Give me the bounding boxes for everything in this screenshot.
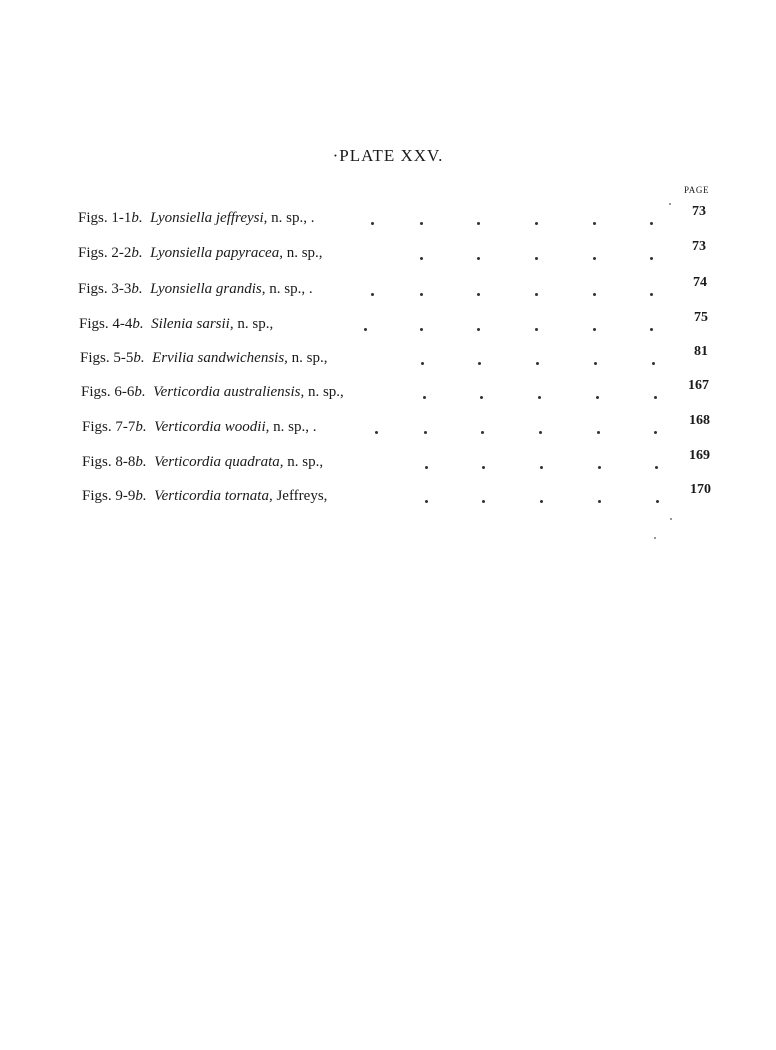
- species-name: Verticordia australiensis: [153, 384, 301, 400]
- figure-range-suffix: b.: [133, 350, 145, 366]
- species-name: Lyonsiella grandis: [150, 281, 262, 297]
- leader-dot: [539, 431, 542, 434]
- leader-dot: [535, 257, 538, 260]
- species-authority: , n. sp.,: [284, 350, 328, 366]
- figure-range-suffix: b.: [131, 245, 143, 261]
- leader-dot: [478, 362, 481, 365]
- leader-dot: [420, 222, 423, 225]
- figure-range-suffix: b.: [134, 384, 146, 400]
- species-name: Verticordia quadrata: [154, 454, 280, 470]
- leader-dot: [423, 396, 426, 399]
- species-name: Silenia sarsii: [151, 316, 230, 332]
- page-number: 169: [689, 448, 710, 463]
- species-name: Lyonsiella jeffreysi: [150, 210, 264, 226]
- page-number: 74: [693, 275, 707, 290]
- figure-range-suffix: b.: [135, 419, 147, 435]
- leader-dot: [425, 466, 428, 469]
- species-name: Lyonsiella papyracea: [150, 245, 280, 261]
- leader-dot: [650, 222, 653, 225]
- page-number: 73: [692, 204, 706, 219]
- leader-dot: [535, 293, 538, 296]
- figure-range-suffix: b.: [131, 210, 143, 226]
- page-number: 73: [692, 239, 706, 254]
- leader-dot: [593, 293, 596, 296]
- leader-dot: [593, 328, 596, 331]
- leader-dot: [477, 293, 480, 296]
- page-number: 81: [694, 344, 708, 359]
- leader-dot: [536, 362, 539, 365]
- plate-entry-row: [78, 210, 315, 234]
- leader-dot: [424, 431, 427, 434]
- leader-dot: [598, 500, 601, 503]
- leader-dot: [482, 500, 485, 503]
- figure-range: Figs. 5-5: [80, 350, 134, 366]
- plate-entry-row: [82, 488, 327, 512]
- plate-title: ·PLATE XXV.: [332, 146, 444, 165]
- species-name: Verticordia woodii: [154, 419, 266, 435]
- leader-dot: [652, 362, 655, 365]
- figure-range-suffix: b.: [132, 316, 144, 332]
- leader-dot: [371, 222, 374, 225]
- leader-dot: [420, 257, 423, 260]
- leader-dot: [371, 293, 374, 296]
- figure-range-suffix: b.: [135, 488, 147, 504]
- species-authority: , n. sp.,: [279, 245, 323, 261]
- leader-dot: [650, 257, 653, 260]
- figure-range: Figs. 8-8: [82, 454, 136, 470]
- species-name: Ervilia sandwichensis: [152, 350, 285, 366]
- plate-entry-row: [78, 281, 313, 305]
- species-name: Verticordia tornata: [154, 488, 269, 504]
- leader-dot: [477, 222, 480, 225]
- species-authority: , n. sp., .: [261, 281, 313, 297]
- leader-dot: [593, 257, 596, 260]
- leader-dot: [596, 396, 599, 399]
- leader-dot: [535, 222, 538, 225]
- leader-dot: [594, 362, 597, 365]
- leader-dot: [425, 500, 428, 503]
- figure-range: Figs. 1-1: [78, 210, 132, 226]
- leader-dot: [535, 328, 538, 331]
- leader-dot: [597, 431, 600, 434]
- leader-dot: [540, 466, 543, 469]
- figure-range: Figs. 9-9: [82, 488, 136, 504]
- leader-dot: [654, 431, 657, 434]
- species-authority: , n. sp.,: [279, 454, 324, 470]
- leader-dot: [421, 362, 424, 365]
- leader-dot: [650, 293, 653, 296]
- page-number: 167: [688, 378, 709, 393]
- leader-dot: [598, 466, 601, 469]
- plate-entry-row: [79, 316, 273, 340]
- leader-dot: [420, 328, 423, 331]
- figure-range-suffix: b.: [131, 281, 143, 297]
- page-number: 170: [690, 482, 711, 497]
- page-number: 168: [689, 413, 710, 428]
- leader-dot: [477, 328, 480, 331]
- plate-entry-row: [82, 454, 323, 478]
- leader-dot: [364, 328, 367, 331]
- plate-entry-row: [81, 384, 344, 408]
- species-authority: , n. sp., .: [265, 419, 317, 435]
- leader-dot: [540, 500, 543, 503]
- figure-range: Figs. 2-2: [78, 245, 132, 261]
- leader-dot: [650, 328, 653, 331]
- leader-dot: [482, 466, 485, 469]
- figure-range: Figs. 4-4: [79, 316, 133, 332]
- plate-entry-row: [80, 350, 328, 374]
- leader-dot: [654, 396, 657, 399]
- leader-dot: [593, 222, 596, 225]
- leader-dot: [375, 431, 378, 434]
- species-authority: , n. sp.,: [229, 316, 274, 332]
- species-authority: , n. sp.,: [300, 384, 344, 400]
- figure-range: Figs. 7-7: [82, 419, 136, 435]
- leader-dot: [420, 293, 423, 296]
- plate-entry-row: [82, 419, 316, 443]
- page-number: 75: [694, 310, 708, 325]
- leader-dot: [477, 257, 480, 260]
- scan-speck: [669, 203, 671, 205]
- species-authority: , Jeffreys,: [268, 488, 328, 504]
- figure-range-suffix: b.: [135, 454, 147, 470]
- scan-speck: [654, 537, 656, 539]
- leader-dot: [480, 396, 483, 399]
- figure-range: Figs. 6-6: [81, 384, 135, 400]
- page-column-header: PAGE: [684, 185, 710, 195]
- scan-speck: [670, 518, 672, 520]
- plate-entry-row: [78, 245, 323, 269]
- species-authority: , n. sp., .: [263, 210, 315, 226]
- figure-range: Figs. 3-3: [78, 281, 132, 297]
- leader-dot: [538, 396, 541, 399]
- leader-dot: [656, 500, 659, 503]
- leader-dot: [481, 431, 484, 434]
- leader-dot: [655, 466, 658, 469]
